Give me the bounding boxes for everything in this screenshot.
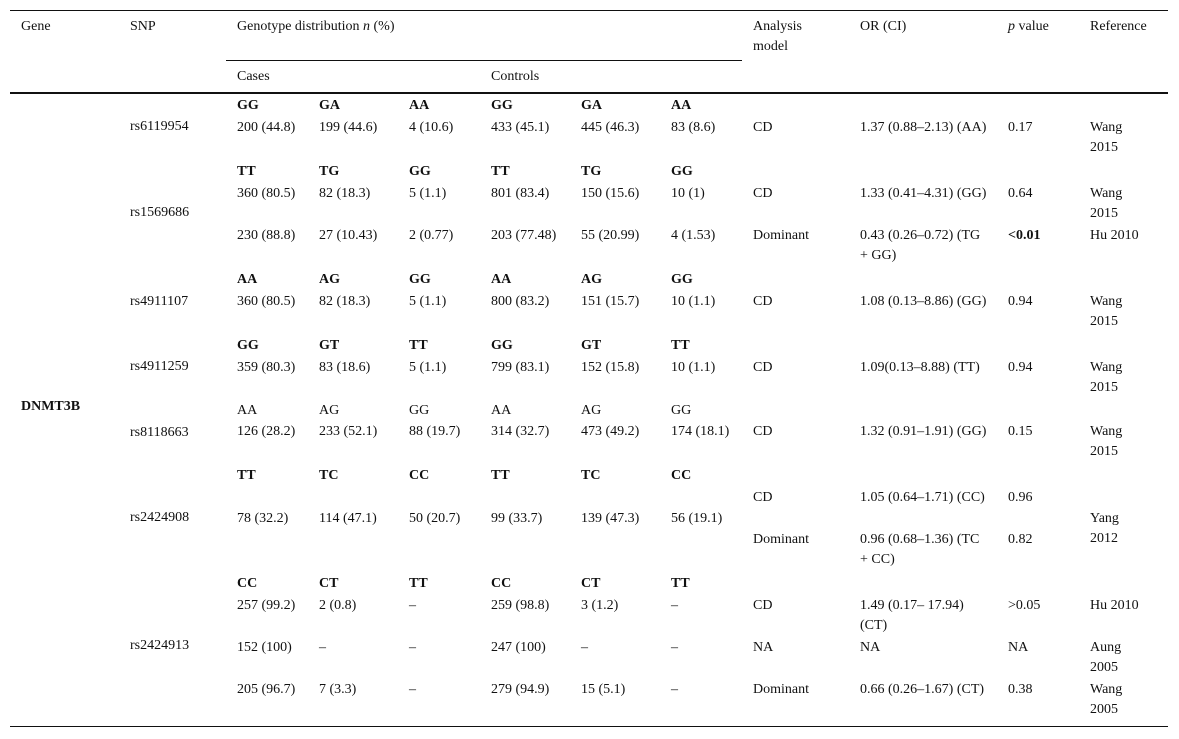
reference-cell: Wang 2015: [1090, 186, 1123, 221]
or-ci-cell: 0.43 (0.26–0.72) (TG + GG): [860, 228, 981, 263]
genotype-label: GG: [671, 272, 693, 287]
genotype-label: GG: [491, 98, 513, 113]
genotype-count-cell: 359 (80.3): [237, 360, 296, 375]
genotype-count-cell: 10 (1): [671, 186, 705, 201]
reference-cell: Wang 2015: [1090, 294, 1123, 329]
genotype-label: AG: [581, 272, 602, 287]
header-p-rest: value: [1018, 19, 1049, 34]
or-ci-cell: 1.08 (0.13–8.86) (GG): [860, 294, 987, 309]
snp-label: rs2424913: [130, 638, 190, 653]
p-value-cell: >0.05: [1008, 598, 1041, 613]
genotype-count-cell: 314 (32.7): [491, 424, 550, 439]
genotype-count-cell: 233 (52.1): [319, 424, 378, 439]
genotype-count-cell: 203 (77.48): [491, 228, 557, 243]
genotype-count-cell: 7 (3.3): [319, 682, 357, 697]
analysis-model-cell: CD: [753, 186, 773, 201]
genotype-subheader-rule: [226, 60, 742, 61]
p-value-cell: 0.17: [1008, 120, 1033, 135]
genotype-label: TT: [409, 576, 428, 591]
genotype-label: GT: [581, 338, 602, 353]
genotype-count-cell: 3 (1.2): [581, 598, 619, 613]
genotype-count-cell: –: [671, 598, 678, 613]
genotype-count-cell: 82 (18.3): [319, 186, 371, 201]
genotype-label: CC: [671, 468, 692, 483]
genotype-label: GG: [409, 164, 431, 179]
genotype-count-cell: 150 (15.6): [581, 186, 640, 201]
genotype-count-cell: 15 (5.1): [581, 682, 626, 697]
header-reference: Reference: [1090, 19, 1147, 34]
analysis-model-cell: CD: [753, 490, 773, 505]
genotype-label: AA: [237, 403, 258, 418]
header-cases: Cases: [237, 69, 270, 84]
genotype-label: TT: [237, 164, 256, 179]
p-value-cell: 0.94: [1008, 360, 1033, 375]
genotype-count-cell: 56 (19.1): [671, 511, 723, 526]
reference-cell: Wang 2005: [1090, 682, 1123, 717]
reference-cell: Aung 2005: [1090, 640, 1122, 675]
or-ci-cell: 0.96 (0.68–1.36) (TC + CC): [860, 532, 980, 567]
genotype-label: TT: [237, 468, 256, 483]
genotype-count-cell: 4 (1.53): [671, 228, 716, 243]
genotype-count-cell: 174 (18.1): [671, 424, 730, 439]
genotype-count-cell: 200 (44.8): [237, 120, 296, 135]
header-genotype-label: Genotype distribution: [237, 19, 360, 34]
genotype-count-cell: 5 (1.1): [409, 360, 447, 375]
genotype-count-cell: 205 (96.7): [237, 682, 296, 697]
genotype-label: AG: [319, 272, 340, 287]
p-value-cell: 0.94: [1008, 294, 1033, 309]
analysis-model-cell: CD: [753, 360, 773, 375]
genotype-label: GG: [671, 164, 693, 179]
genotype-label: TT: [491, 468, 510, 483]
or-ci-cell: 1.05 (0.64–1.71) (CC): [860, 490, 985, 505]
genotype-label: CC: [409, 468, 430, 483]
or-ci-cell: 0.66 (0.26–1.67) (CT): [860, 682, 985, 697]
genotype-count-cell: 139 (47.3): [581, 511, 640, 526]
genotype-count-cell: 151 (15.7): [581, 294, 640, 309]
genotype-label: AA: [491, 403, 512, 418]
genotype-label: GT: [319, 338, 340, 353]
genotype-label: GG: [237, 98, 259, 113]
snp-label: rs1569686: [130, 205, 190, 220]
genotype-count-cell: 83 (18.6): [319, 360, 371, 375]
genotype-count-cell: 801 (83.4): [491, 186, 550, 201]
header-analysis-model: Analysis model: [753, 19, 802, 54]
genotype-count-cell: 83 (8.6): [671, 120, 716, 135]
or-ci-cell: 1.32 (0.91–1.91) (GG): [860, 424, 987, 439]
header-gene: Gene: [21, 19, 51, 34]
gene-label: DNMT3B: [21, 399, 81, 414]
reference-cell: Hu 2010: [1090, 598, 1139, 613]
genotype-count-cell: 247 (100): [491, 640, 546, 655]
genotype-label: AA: [237, 272, 258, 287]
or-ci-cell: 1.49 (0.17– 17.94) (CT): [860, 598, 964, 633]
genotype-count-cell: 433 (45.1): [491, 120, 550, 135]
genotype-count-cell: –: [409, 598, 416, 613]
genotype-count-cell: 55 (20.99): [581, 228, 640, 243]
or-ci-cell: 1.37 (0.88–2.13) (AA): [860, 120, 987, 135]
genotype-label: TT: [409, 338, 428, 353]
table-top-rule: [10, 10, 1168, 11]
genotype-count-cell: –: [409, 682, 416, 697]
p-value-cell: 0.15: [1008, 424, 1033, 439]
reference-cell: Yang 2012: [1090, 511, 1119, 546]
genotype-label: CT: [581, 576, 601, 591]
genotype-count-cell: 230 (88.8): [237, 228, 296, 243]
genotype-label: AA: [671, 98, 692, 113]
genotype-label: AG: [581, 403, 602, 418]
p-value-cell: <0.01: [1008, 228, 1041, 243]
genotype-label: AA: [491, 272, 512, 287]
genotype-label: TT: [671, 338, 690, 353]
genotype-label: GG: [409, 403, 430, 418]
genotype-label: CC: [491, 576, 512, 591]
genotype-count-cell: 259 (98.8): [491, 598, 550, 613]
genotype-count-cell: 473 (49.2): [581, 424, 640, 439]
genotype-count-cell: 82 (18.3): [319, 294, 371, 309]
genotype-association-table: [10, 10, 1168, 728]
genotype-label: CC: [237, 576, 258, 591]
p-value-cell: NA: [1008, 640, 1029, 655]
genotype-count-cell: –: [671, 640, 678, 655]
genotype-count-cell: 4 (10.6): [409, 120, 454, 135]
p-value-cell: 0.82: [1008, 532, 1033, 547]
genotype-count-cell: 799 (83.1): [491, 360, 550, 375]
header-genotype-pct: (%): [373, 19, 395, 34]
genotype-count-cell: –: [581, 640, 588, 655]
genotype-count-cell: 5 (1.1): [409, 294, 447, 309]
genotype-count-cell: 78 (32.2): [237, 511, 289, 526]
snp-label: rs4911107: [130, 294, 189, 309]
genotype-label: GG: [409, 272, 431, 287]
genotype-label: TG: [581, 164, 602, 179]
snp-label: rs8118663: [130, 425, 189, 440]
genotype-count-cell: 279 (94.9): [491, 682, 550, 697]
genotype-count-cell: 257 (99.2): [237, 598, 296, 613]
genotype-label: GA: [581, 98, 602, 113]
genotype-count-cell: 360 (80.5): [237, 294, 296, 309]
genotype-label: TT: [491, 164, 510, 179]
header-genotype-n: n: [363, 19, 370, 34]
genotype-label: AA: [409, 98, 430, 113]
genotype-count-cell: 360 (80.5): [237, 186, 296, 201]
genotype-label: TC: [319, 468, 339, 483]
genotype-count-cell: 27 (10.43): [319, 228, 378, 243]
genotype-count-cell: 10 (1.1): [671, 294, 716, 309]
reference-cell: Wang 2015: [1090, 360, 1123, 395]
genotype-label: CT: [319, 576, 339, 591]
header-bottom-rule: [10, 92, 1168, 94]
genotype-count-cell: –: [319, 640, 326, 655]
genotype-label: GG: [237, 338, 259, 353]
genotype-label: TT: [671, 576, 690, 591]
analysis-model-cell: Dominant: [753, 532, 809, 547]
reference-cell: Wang 2015: [1090, 424, 1123, 459]
genotype-count-cell: 5 (1.1): [409, 186, 447, 201]
genotype-count-cell: 445 (46.3): [581, 120, 640, 135]
genotype-count-cell: 152 (15.8): [581, 360, 640, 375]
analysis-model-cell: CD: [753, 120, 773, 135]
genotype-label: AG: [319, 403, 340, 418]
analysis-model-cell: CD: [753, 294, 773, 309]
snp-label: rs2424908: [130, 510, 190, 525]
genotype-label: GG: [671, 403, 692, 418]
header-or-ci: OR (CI): [860, 19, 907, 34]
table-bottom-rule: [10, 726, 1168, 727]
genotype-label: TC: [581, 468, 601, 483]
reference-cell: Hu 2010: [1090, 228, 1139, 243]
genotype-count-cell: 2 (0.8): [319, 598, 357, 613]
genotype-label: GA: [319, 98, 340, 113]
analysis-model-cell: Dominant: [753, 228, 809, 243]
p-value-cell: 0.96: [1008, 490, 1033, 505]
p-value-cell: 0.38: [1008, 682, 1033, 697]
p-value-cell: 0.64: [1008, 186, 1033, 201]
header-genotype-distribution: [237, 17, 395, 37]
genotype-count-cell: –: [671, 682, 678, 697]
analysis-model-cell: CD: [753, 598, 773, 613]
header-p-letter: p: [1008, 19, 1015, 34]
genotype-count-cell: 88 (19.7): [409, 424, 461, 439]
header-controls: Controls: [491, 69, 540, 84]
or-ci-cell: 1.33 (0.41–4.31) (GG): [860, 186, 987, 201]
genotype-count-cell: 50 (20.7): [409, 511, 461, 526]
genotype-count-cell: 199 (44.6): [319, 120, 378, 135]
genotype-count-cell: 126 (28.2): [237, 424, 296, 439]
header-snp: SNP: [130, 19, 156, 34]
or-ci-cell: NA: [860, 640, 881, 655]
snp-label: rs4911259: [130, 359, 189, 374]
or-ci-cell: 1.09(0.13–8.88) (TT): [860, 360, 980, 375]
genotype-table-frame: [10, 10, 1168, 728]
analysis-model-cell: CD: [753, 424, 773, 439]
snp-label: rs6119954: [130, 119, 189, 134]
genotype-count-cell: 114 (47.1): [319, 511, 377, 526]
genotype-count-cell: 2 (0.77): [409, 228, 454, 243]
genotype-count-cell: 99 (33.7): [491, 511, 543, 526]
genotype-count-cell: 152 (100): [237, 640, 292, 655]
analysis-model-cell: NA: [753, 640, 774, 655]
genotype-count-cell: 800 (83.2): [491, 294, 550, 309]
genotype-label: TG: [319, 164, 340, 179]
genotype-label: GG: [491, 338, 513, 353]
genotype-count-cell: 10 (1.1): [671, 360, 716, 375]
analysis-model-cell: Dominant: [753, 682, 809, 697]
header-p-value: [1008, 17, 1049, 37]
genotype-count-cell: –: [409, 640, 416, 655]
reference-cell: Wang 2015: [1090, 120, 1123, 155]
